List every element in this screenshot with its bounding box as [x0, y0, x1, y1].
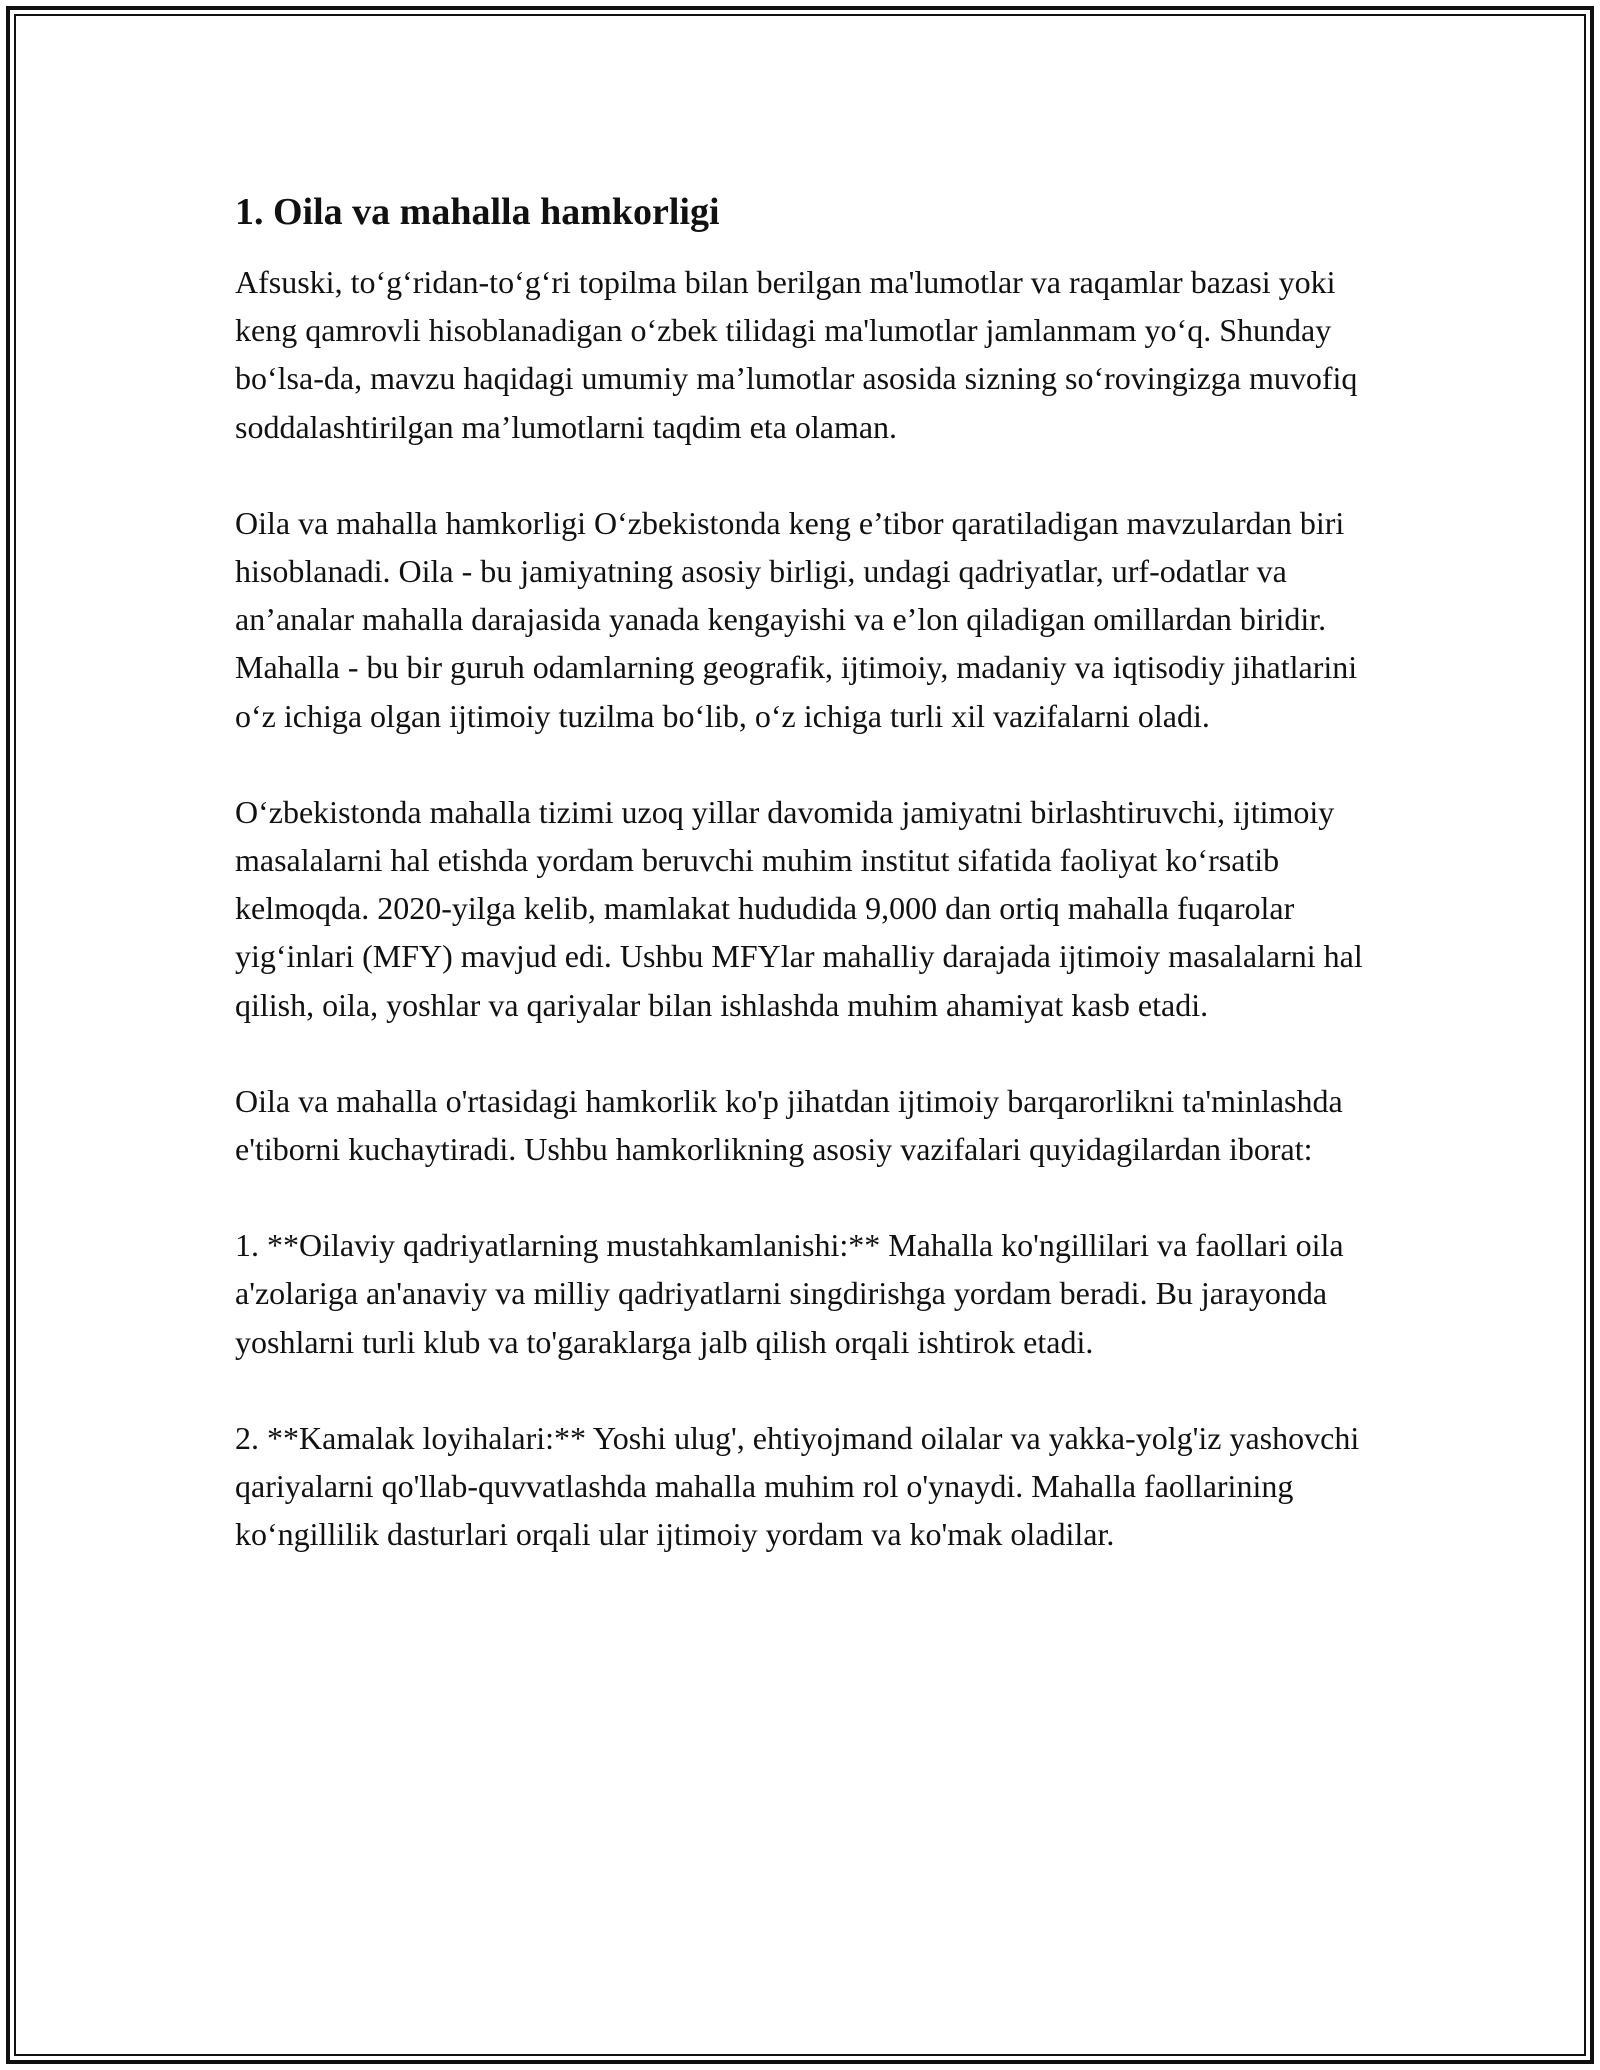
list-item-kamalak-projects: 2. **Kamalak loyihalari:** Yoshi ulug', ehtiyojmand oilalar va yakka-yolg'iz yashovchi qariyalarni qo'llab-quvvatlashda mahalla muhim rol o'ynaydi. Mahalla faollarining ko‘ngillilik dasturlari orqali ular ijtimoiy yordam va ko'mak oladilar.: [235, 1419, 1360, 1553]
section-heading: 1. Oila va mahalla hamkorligi: [235, 191, 720, 233]
paragraph-mahalla-system: O‘zbekistonda mahalla tizimi uzoq yillar davomida jamiyatni birlashtiruvchi, ijtimoiy masalalarni hal etishda yordam beruvchi muhim institut sifatida faoliyat ko‘rsatib kelmoqda. 2020-yilga kelib, mamlakat hududida 9,000 dan ortiq mahalla fuqarolar yig‘inlari (MFY) mavjud edi. Ushbu MFYlar mahalliy darajada ijtimoiy masalalarni hal qilish, oila, yoshlar va qariyalar bilan ishlashda muhim ahamiyat kasb etadi.: [235, 793, 1363, 1023]
paragraph-family-neighborhood: Oila va mahalla hamkorligi O‘zbekistonda keng e’tibor qaratiladigan mavzulardan biri hisoblanadi. Oila - bu jamiyatning asosiy birligi, undagi qadriyatlar, urf-odatlar va an’analar mahalla darajasida yanada kengayishi va e’lon qiladigan omillardan biridir. Mahalla - bu bir guruh odamlarning geografik, ijtimoiy, madaniy va iqtisodiy jihatlarini o‘z ichiga olgan ijtimoiy tuzilma bo‘lib, o‘z ichiga turli xil vazifalarni oladi.: [235, 504, 1358, 734]
document-body: [235, 188, 1375, 1606]
paragraph-intro: Afsuski, to‘g‘ridan-to‘g‘ri topilma bilan berilgan ma'lumotlar va raqamlar bazasi yoki keng qamrovli hisoblanadigan o‘zbek tilidagi ma'lumotlar jamlanmam yo‘q. Shunday bo‘lsa-da, mavzu haqidagi umumiy ma’lumotlar asosida sizning so‘rovingizga muvofiq soddalashtirilgan ma’lumotlarni taqdim eta olaman.: [235, 264, 1358, 445]
list-item-family-values: 1. **Oilaviy qadriyatlarning mustahkamlanishi:** Mahalla ko'ngillilari va faollari oila a'zolariga an'anaviy va milliy qadriyatlarni singdirishga yordam beradi. Bu jarayonda yoshlarni turli klub va to'garaklarga jalb qilish orqali ishtirok etadi.: [235, 1227, 1344, 1360]
paragraph-cooperation-tasks: Oila va mahalla o'rtasidagi hamkorlik ko'p jihatdan ijtimoiy barqarorlikni ta'minlashda e'tiborni kuchaytiradi. Ushbu hamkorlikning asosiy vazifalari quyidagilardan iborat:: [235, 1082, 1343, 1168]
